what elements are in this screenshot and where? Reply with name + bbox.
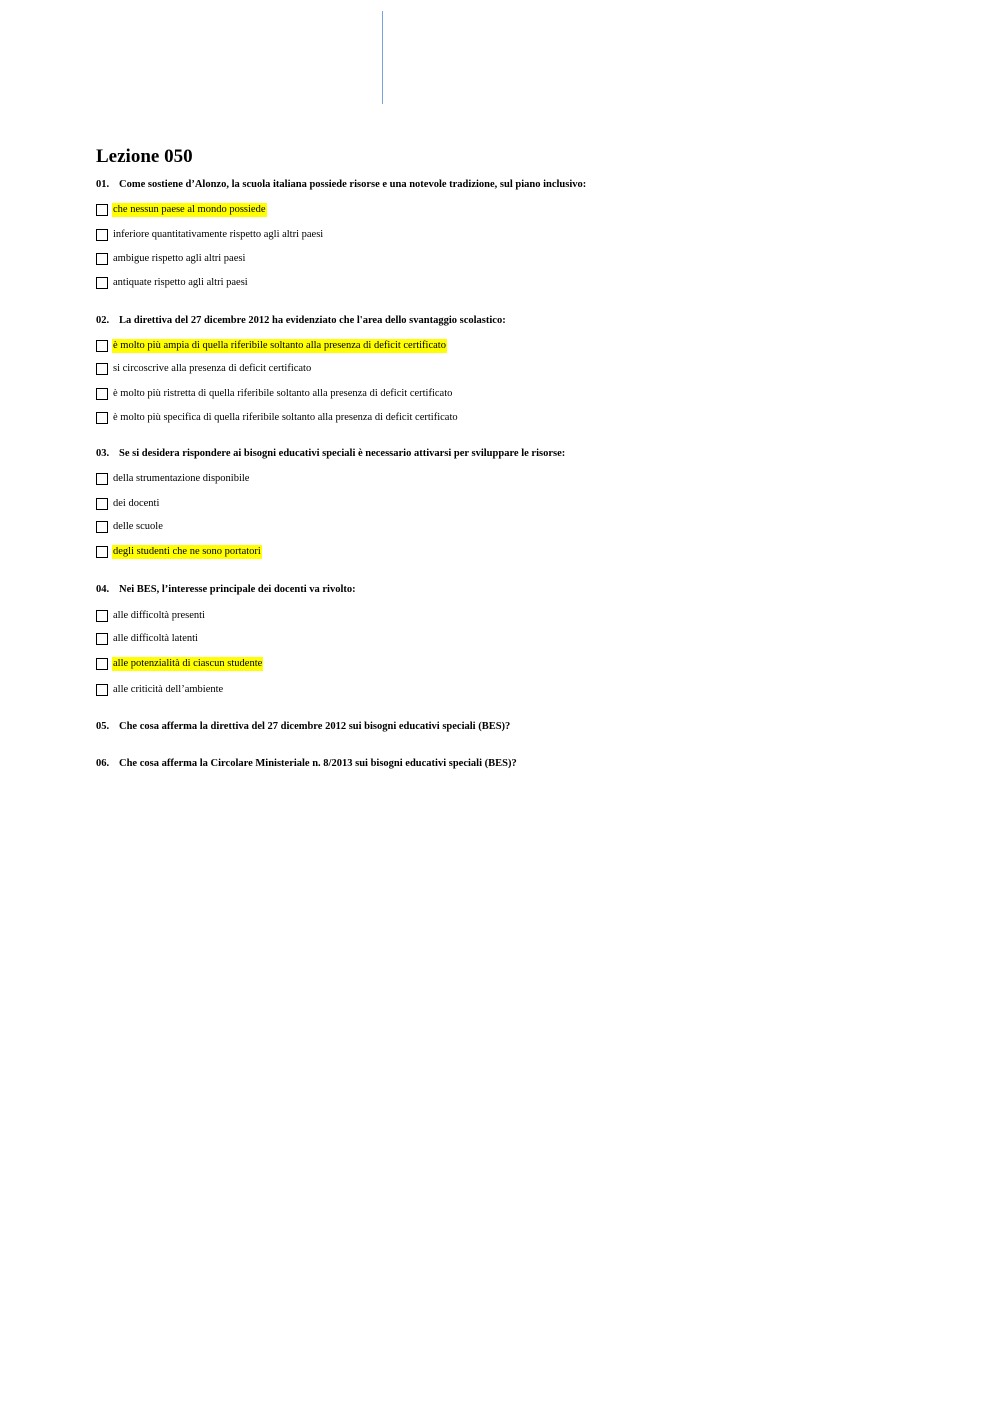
option-text: alle difficoltà presenti	[113, 609, 205, 621]
question-text: Se si desidera rispondere ai bisogni educativi speciali è necessario attivarsi per sviluppare le risorse:	[119, 448, 566, 459]
option-03-a[interactable]	[96, 471, 250, 486]
question-text: Come sostiene d’Alonzo, la scuola italiana possiede risorse e una notevole tradizione, sul piano inclusivo:	[119, 179, 587, 190]
checkbox[interactable]	[96, 253, 108, 265]
question-number: 02.	[96, 315, 110, 326]
option-text: inferiore quantitativamente rispetto agli altri paesi	[113, 228, 324, 240]
option-04-b[interactable]	[96, 631, 199, 646]
option-02-a[interactable]	[96, 338, 447, 353]
option-03-d[interactable]	[96, 544, 262, 559]
option-01-c[interactable]	[96, 251, 246, 266]
option-text: degli studenti che ne sono portatori	[113, 545, 261, 557]
question-number: 01.	[96, 179, 110, 190]
option-01-d[interactable]	[96, 275, 249, 290]
question-number: 05.	[96, 721, 110, 732]
header-divider-line	[382, 11, 383, 104]
option-text: si circoscrive alla presenza di deficit certificato	[113, 362, 312, 374]
question-number: 04.	[96, 584, 110, 595]
option-04-c[interactable]	[96, 656, 263, 671]
option-text: alle potenzialità di ciascun studente	[113, 657, 263, 669]
checkbox[interactable]	[96, 521, 108, 533]
option-04-d[interactable]	[96, 682, 224, 697]
question-text: La direttiva del 27 dicembre 2012 ha evidenziato che l'area dello svantaggio scolastico:	[119, 315, 506, 326]
checkbox[interactable]	[96, 546, 108, 558]
option-text: alle difficoltà latenti	[113, 632, 198, 644]
question-text: Nei BES, l’interesse principale dei docenti va rivolto:	[119, 584, 356, 595]
checkbox[interactable]	[96, 229, 108, 241]
option-01-a[interactable]	[96, 202, 267, 217]
checkbox[interactable]	[96, 363, 108, 375]
option-text: è molto più specifica di quella riferibile soltanto alla presenza di deficit certificato	[113, 411, 458, 423]
option-02-d[interactable]	[96, 410, 459, 425]
option-text: delle scuole	[113, 520, 163, 532]
option-text: della strumentazione disponibile	[113, 472, 250, 484]
option-text: è molto più ampia di quella riferibile soltanto alla presenza di deficit certificato	[113, 339, 446, 351]
checkbox[interactable]	[96, 277, 108, 289]
checkbox[interactable]	[96, 204, 108, 216]
question-text: Che cosa afferma la direttiva del 27 dicembre 2012 sui bisogni educativi speciali (BES)?	[119, 721, 511, 732]
option-01-b[interactable]	[96, 227, 324, 242]
question-05	[96, 720, 510, 734]
option-03-b[interactable]	[96, 496, 160, 511]
option-02-c[interactable]	[96, 386, 453, 401]
checkbox[interactable]	[96, 473, 108, 485]
option-text: ambigue rispetto agli altri paesi	[113, 252, 246, 264]
question-number: 03.	[96, 448, 110, 459]
question-04	[96, 583, 356, 597]
checkbox[interactable]	[96, 498, 108, 510]
option-text: antiquate rispetto agli altri paesi	[113, 276, 248, 288]
option-02-b[interactable]	[96, 361, 312, 376]
option-text: che nessun paese al mondo possiede	[113, 203, 266, 215]
question-01	[96, 178, 586, 192]
checkbox[interactable]	[96, 388, 108, 400]
checkbox[interactable]	[96, 610, 108, 622]
option-03-c[interactable]	[96, 519, 164, 534]
checkbox[interactable]	[96, 684, 108, 696]
question-06	[96, 757, 517, 771]
option-text: è molto più ristretta di quella riferibile soltanto alla presenza di deficit certificato	[113, 387, 453, 399]
option-04-a[interactable]	[96, 608, 206, 623]
option-text: dei docenti	[113, 497, 160, 509]
checkbox[interactable]	[96, 340, 108, 352]
question-text: Che cosa afferma la Circolare Ministeriale n. 8/2013 sui bisogni educativi speciali (BES)?	[119, 758, 517, 769]
page-title: Lezione 050	[96, 146, 193, 167]
option-text: alle criticità dell’ambiente	[113, 683, 224, 695]
checkbox[interactable]	[96, 412, 108, 424]
question-03	[96, 447, 565, 461]
checkbox[interactable]	[96, 633, 108, 645]
checkbox[interactable]	[96, 658, 108, 670]
question-number: 06.	[96, 758, 110, 769]
question-02	[96, 314, 506, 328]
